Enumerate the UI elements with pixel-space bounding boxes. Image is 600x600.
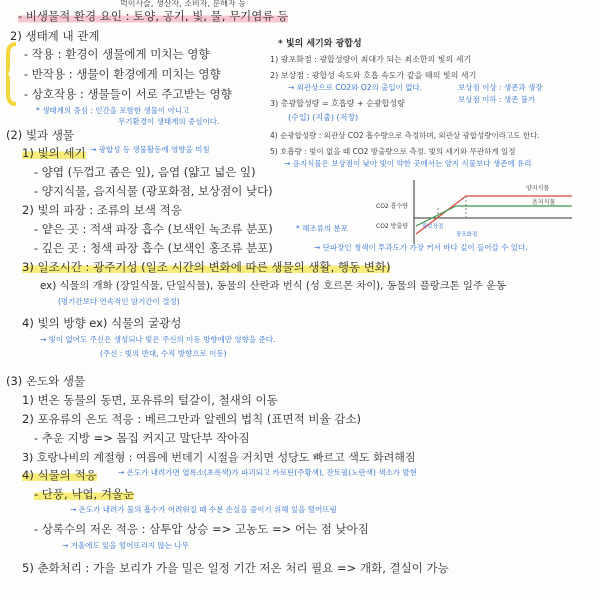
note-annotation: → 온도가 내려가면 엽록소(초록색)가 파괴되고 카로틴(주황색), 잔토필(노란색) 색소가 발현 (118, 468, 417, 477)
note-line: 4) 빛의 방향 ex) 식물의 굴광성 (22, 316, 182, 330)
note-line: 3) 일조시간 : 광주기성 (일조 시간의 변화에 따른 생물의 생활, 행동 변화) (22, 260, 391, 274)
note-line: 2) 포유류의 온도 적응 : 베르그만과 알렌의 법칙 (표면적 비율 감소) (22, 412, 361, 426)
side-title: * 빛의 세기와 광합성 (278, 39, 362, 49)
legend-sun: 양지식물 (526, 185, 550, 192)
annotation-sat: 광포화점 (456, 232, 478, 238)
note-annotation: * 해조류의 분포 (296, 224, 348, 233)
legend-shade: 음지식물 (532, 199, 556, 206)
side-item: 3) 총광합성량 = 호흡량 + 순광합성량 (270, 99, 405, 108)
side-item: 2) 보상점 : 광합성 속도와 호흡 속도가 같을 때의 빛의 세기 (270, 71, 477, 80)
note-line: - 반작용 : 생물이 환경에게 미치는 영향 (24, 67, 221, 81)
side-item: 4) 순광합성량 : 외관상 CO2 흡수량으로 측정하며, 외관상 광합성량이라고도 한다. (270, 131, 540, 140)
note-annotation: → 온도가 내려가 물의 흡수가 어려워질 때 수분 손실을 줄이기 위해 잎을 떨어뜨림 (70, 505, 337, 514)
note-annotation: → 단파장인 청색이 투과도가 가장 커서 바다 깊이 들어갈 수 있다. (314, 243, 528, 252)
side-item: → 외관상으로 CO2와 O2의 출입이 없다. (288, 83, 423, 92)
section-heading: (3) 온도와 생물 (6, 374, 86, 388)
note-line: - 상호작용 : 생물들이 서로 주고받는 영향 (24, 87, 232, 101)
note-line: 3) 호랑나비의 계절형 : 여름에 번데기 시절을 거치면 성당도 빠르고 색도 화려해짐 (22, 451, 416, 464)
note-line: - 상록수의 저온 적응 : 삼투압 상승 => 고농도 => 어는 점 낮아짐 (34, 522, 369, 536)
note-annotation: * 생태계의 중심 : 인간을 포함한 생물이 아니고 (36, 106, 190, 115)
photosynthesis-chart (376, 178, 576, 248)
note-annotation: (명기간보다 연속적인 암기간이 결정) (58, 297, 180, 306)
note-line: ex) 식물의 개화 (장일식물, 단일식물), 동물의 산란과 번식 (성 호르몬 차이), 동물의 플랑크톤 일주 운동 (40, 280, 506, 292)
side-item: 5) 호흡량 : 빛이 없을 때 CO2 방출량으로 측정. 빛의 세기와 무관하게 일정 (270, 147, 516, 156)
note-line: - 추운 지방 => 몸집 커지고 말단부 작아짐 (34, 431, 250, 445)
note-line: - 비생물적 환경 요인 : 토양, 공기, 빛, 물, 무기염류 등 (18, 9, 289, 23)
section-heading: (2) 빛과 생물 (6, 128, 75, 142)
note-line: 4) 식물의 적응 (22, 468, 97, 482)
note-line: 1) 빛의 세기 (22, 146, 86, 160)
side-notes (270, 26, 600, 186)
note-line: - 양지식물, 음지식물 (광포화점, 보상점이 낮다) (34, 184, 273, 198)
note-line: - 깊은 곳 : 청색 파장 흡수 (보색인 홍조류 분포) (34, 241, 273, 255)
note-line: - 양엽 (두껍고 좁은 잎), 음엽 (얇고 넓은 잎) (34, 165, 256, 179)
annotation-comp: 광보상점 (422, 224, 444, 230)
note-annotation: (주신 : 빛의 반대, 수직 방향으로 이동) (100, 349, 227, 358)
note-line: 5) 춘화처리 : 가을 보리가 가을 밀은 일정 기간 저온 처리 필요 => 개화, 결실이 가능 (22, 561, 449, 575)
side-item: (수입) (지출) (저장) (288, 113, 359, 122)
side-right-note: 보상점 이하 : 생존 불가 (458, 95, 536, 104)
note-annotation: 무기환경이 생태계의 중심이다. (118, 117, 220, 126)
y-label-absorb: CO2 흡수량 (376, 203, 409, 210)
note-annotation: → 광합성 등 생물활동에 영향을 미침 (90, 145, 210, 154)
side-item: 1) 광포화점 : 광합성량이 최대가 되는 최소한의 빛의 세기 (270, 55, 472, 64)
note-line: - 작용 : 환경이 생물에게 미치는 영향 (24, 47, 210, 61)
side-item: → 음지식물은 보상점이 낮아 빛이 약한 곳에서는 양지 식물보다 생존에 유리 (284, 159, 532, 168)
note-line: 2) 생태계 내 관계 (10, 29, 100, 43)
note-annotation: → 빛이 없어도 주신은 생성되나 빛은 주신의 이동 방향에만 영향을 준다. (40, 335, 276, 344)
side-right-note: 보상점 이상 : 생존과 생장 (458, 83, 543, 92)
note-line: 1) 변온 동물의 동면, 포유류의 털갈이, 철새의 이동 (22, 393, 278, 407)
note-annotation: → 겨울에도 잎을 떨어뜨리지 않는 나무 (62, 541, 189, 550)
note-line: - 얕은 곳 : 적색 파장 흡수 (보색인 녹조류 분포) (34, 222, 273, 236)
top-line: 먹이사슬, 생산자, 소비자, 분해자 등 (120, 0, 246, 8)
note-line: 2) 빛의 파장 : 조류의 보색 적응 (22, 203, 182, 217)
bracket-mark (6, 42, 20, 106)
y-label-release: CO2 방출량 (376, 223, 409, 230)
note-line: - 단풍, 낙엽, 겨울눈 (34, 487, 135, 501)
